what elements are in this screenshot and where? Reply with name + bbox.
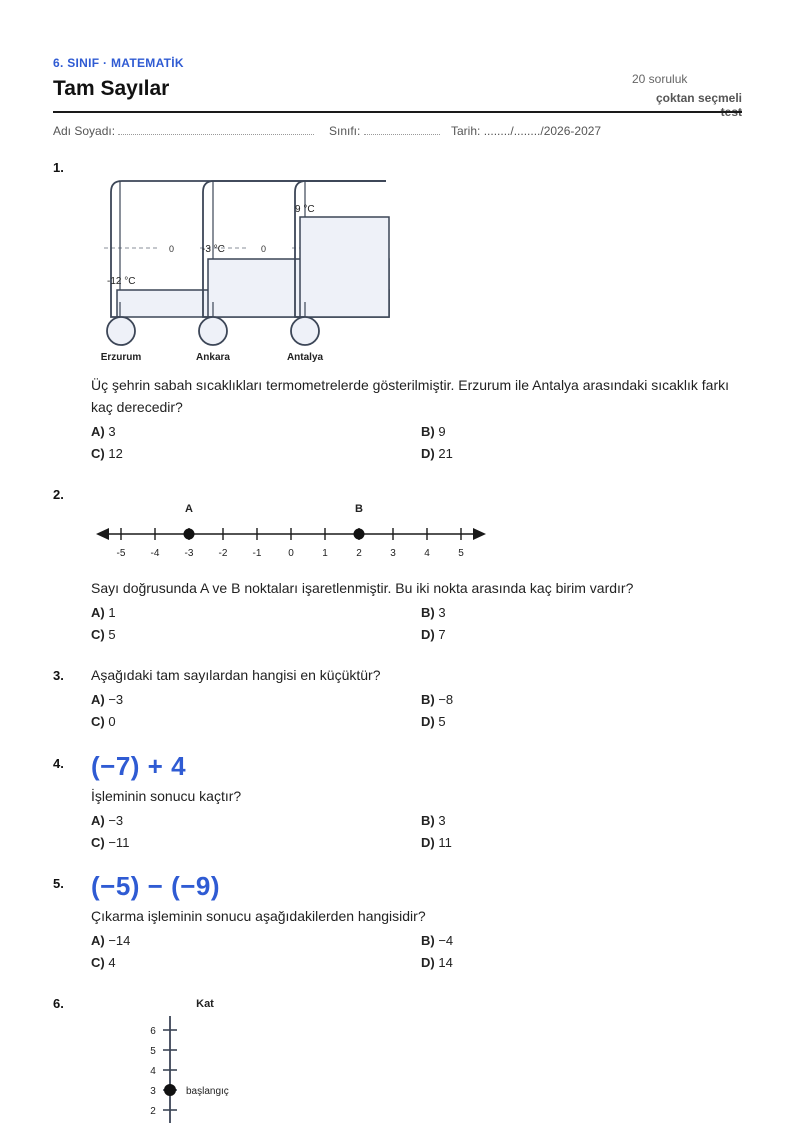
temp-label-antalya: 9 °C — [295, 204, 315, 215]
option-value: −3 — [108, 692, 124, 707]
option-letter: B) — [421, 692, 435, 707]
option-letter: D) — [421, 835, 435, 850]
option-a[interactable] — [91, 692, 123, 707]
option-letter: C) — [91, 446, 105, 461]
option-value: 5 — [108, 627, 116, 642]
option-letter: A) — [91, 424, 105, 439]
option-b[interactable] — [421, 424, 446, 439]
option-value: −8 — [438, 692, 454, 707]
number-line-tick-label: 0 — [288, 548, 294, 559]
zero-label: 0 — [169, 244, 175, 254]
option-letter: D) — [421, 955, 435, 970]
option-b[interactable] — [421, 813, 446, 828]
number-line-tick-label: 1 — [322, 548, 328, 559]
date-value: ......../......../2026-2027 — [483, 124, 602, 138]
date-field[interactable] — [451, 124, 601, 138]
option-value: −11 — [108, 835, 130, 850]
option-value: 9 — [438, 424, 446, 439]
floor-tick-label: 6 — [150, 1026, 156, 1037]
question-number: 4. — [53, 756, 64, 771]
question-number: 1. — [53, 160, 64, 175]
city-label-antalya: Antalya — [286, 352, 324, 363]
option-letter: D) — [421, 714, 435, 729]
class-field[interactable] — [329, 124, 440, 138]
option-letter: B) — [421, 933, 435, 948]
number-line-tick-label: 5 — [458, 548, 464, 559]
floor-tick-label: 2 — [150, 1106, 156, 1117]
class-label: Sınıfı: — [329, 124, 361, 138]
question-text: İşleminin sonucu kaçtır? — [91, 788, 242, 804]
zero-label: 0 — [261, 244, 267, 254]
option-a[interactable] — [91, 424, 116, 439]
name-blank — [118, 124, 314, 135]
floor-tick-label: 3 — [150, 1086, 156, 1097]
question-number: 6. — [53, 996, 64, 1011]
option-value: 4 — [108, 955, 116, 970]
question-number: 2. — [53, 487, 64, 502]
option-letter: C) — [91, 627, 105, 642]
option-b[interactable] — [421, 605, 446, 620]
number-line-point-b — [354, 529, 365, 540]
option-d[interactable] — [421, 627, 446, 642]
number-line-tick-label: -4 — [150, 548, 160, 559]
option-value: 12 — [108, 446, 123, 461]
subject-label: 6. SINIF · MATEMATİK — [53, 56, 184, 70]
option-value: 11 — [438, 835, 452, 850]
option-letter: D) — [421, 446, 435, 461]
name-field[interactable] — [53, 124, 314, 138]
question-number: 3. — [53, 668, 64, 683]
option-value: 14 — [438, 955, 453, 970]
start-label: başlangıç — [186, 1086, 229, 1097]
option-letter: B) — [421, 424, 435, 439]
option-letter: B) — [421, 605, 435, 620]
temp-label-erzurum: -12 °C — [107, 276, 136, 287]
number-line-point-label: B — [355, 503, 363, 515]
option-value: 3 — [438, 605, 446, 620]
question-text: Çıkarma işleminin sonucu aşağıdakilerden hangisidir? — [91, 908, 426, 924]
number-line-tick-label: 2 — [356, 548, 362, 559]
option-value: 0 — [108, 714, 116, 729]
option-value: −4 — [438, 933, 454, 948]
question-text: Sayı doğrusunda A ve B noktaları işaretlenmiştir. Bu iki nokta arasında kaç birim vardır? — [91, 580, 634, 596]
start-marker — [164, 1084, 176, 1096]
option-letter: C) — [91, 835, 105, 850]
temp-label-ankara: -3 °C — [202, 244, 225, 255]
question-text: Üç şehrin sabah sıcaklıkları termometrelerde gösterilmiştir. Erzurum ile Antalya arasındaki sıcaklık farkı kaç derecedir? — [91, 377, 730, 415]
option-b[interactable] — [421, 933, 453, 948]
option-a[interactable] — [91, 813, 123, 828]
option-letter: A) — [91, 933, 105, 948]
option-c[interactable] — [91, 627, 116, 642]
option-a[interactable] — [91, 933, 130, 948]
number-line-tick-label: -3 — [184, 548, 194, 559]
option-c[interactable] — [91, 714, 116, 729]
option-value: 1 — [108, 605, 116, 620]
floor-axis-figure — [120, 992, 280, 1123]
date-label: Tarih: — [451, 124, 481, 138]
option-letter: B) — [421, 813, 435, 828]
option-letter: D) — [421, 627, 435, 642]
option-value: 7 — [438, 627, 446, 642]
number-line-tick-label: 3 — [390, 548, 396, 559]
option-c[interactable] — [91, 835, 129, 850]
axis-title: Kat — [196, 998, 214, 1010]
option-d[interactable] — [421, 714, 446, 729]
option-b[interactable] — [421, 692, 453, 707]
option-c[interactable] — [91, 446, 123, 461]
option-c[interactable] — [91, 955, 116, 970]
option-letter: C) — [91, 955, 105, 970]
number-line-tick-label: 4 — [424, 548, 430, 559]
question-count: 20 soruluk — [632, 72, 688, 86]
option-value: −3 — [108, 813, 124, 828]
option-value: 21 — [438, 446, 453, 461]
number-line-tick-label: -5 — [116, 548, 126, 559]
floor-tick-label: 4 — [150, 1066, 156, 1077]
city-label-ankara: Ankara — [196, 352, 230, 363]
math-expression: (−5) − (−9) — [91, 871, 221, 901]
thermometer-figure — [96, 176, 396, 368]
option-letter: A) — [91, 692, 105, 707]
question-number: 5. — [53, 876, 64, 891]
option-value: 3 — [108, 424, 116, 439]
number-line-tick-label: -1 — [252, 548, 262, 559]
option-letter: C) — [91, 714, 105, 729]
option-value: 5 — [438, 714, 446, 729]
number-line-point-label: A — [185, 503, 193, 515]
math-expression: (−7) + 4 — [91, 751, 187, 781]
city-label-erzurum: Erzurum — [100, 352, 142, 363]
option-d[interactable] — [421, 446, 453, 461]
number-line-tick-label: -2 — [218, 548, 228, 559]
floor-tick-label: 5 — [150, 1046, 156, 1057]
option-d[interactable] — [421, 835, 452, 850]
name-label: Adı Soyadı: — [53, 124, 116, 138]
option-a[interactable] — [91, 605, 116, 620]
header-divider — [53, 111, 742, 113]
number-line-figure — [90, 496, 500, 568]
option-value: 3 — [438, 813, 446, 828]
test-type: çoktan seçmeli — [655, 91, 742, 105]
option-d[interactable] — [421, 955, 453, 970]
question-text: Aşağıdaki tam sayılardan hangisi en küçüktür? — [91, 667, 381, 683]
number-line-point-a — [184, 529, 195, 540]
option-letter: A) — [91, 813, 105, 828]
page-title: Tam Sayılar — [53, 77, 170, 100]
option-value: −14 — [108, 933, 131, 948]
option-letter: A) — [91, 605, 105, 620]
class-blank — [364, 124, 440, 135]
